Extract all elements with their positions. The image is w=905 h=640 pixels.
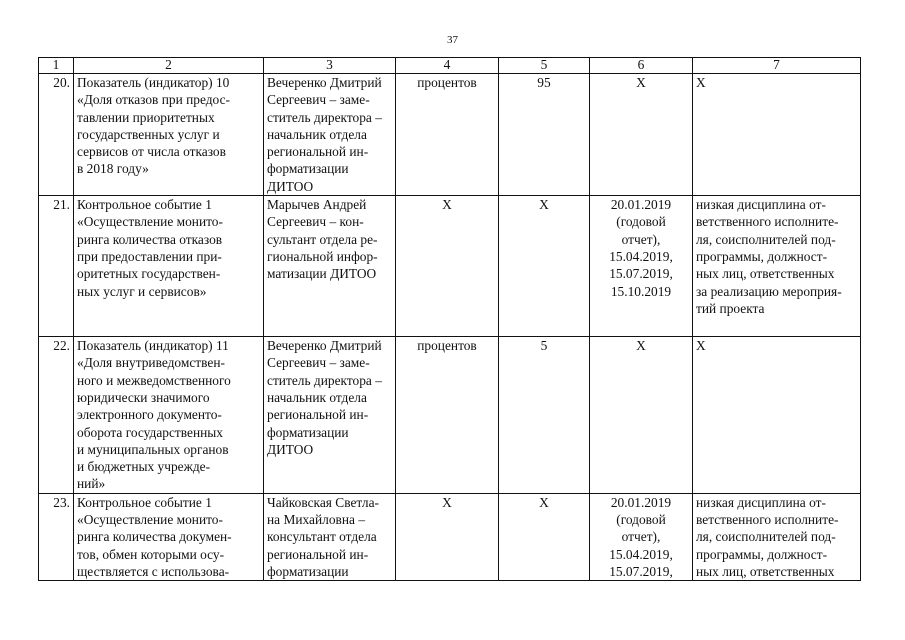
responsible-person: Марычев Андрей Сергеевич – кон- сультант отдела ре- гиональной инфор- матизации ДИТОО bbox=[264, 196, 396, 337]
item-name: Показатель (индикатор) 11 «Доля внутриведомствен- ного и межведомственного юридически значимого электронного документо- оборота государственных и муниципальных органов и бюджетных учрежде- ний» bbox=[74, 337, 264, 494]
row-number: 20. bbox=[39, 74, 74, 196]
table-row bbox=[39, 337, 861, 494]
table-header-row bbox=[39, 58, 861, 74]
note-cell: низкая дисциплина от- ветственного исполните- ля, соисполнителей под- программы, должност- ных лиц, ответственных bbox=[693, 493, 861, 580]
header-cell: 1 bbox=[39, 58, 74, 74]
value-cell: 95 bbox=[499, 74, 590, 196]
table-row bbox=[39, 196, 861, 337]
header-cell: 5 bbox=[499, 58, 590, 74]
row-number: 21. bbox=[39, 196, 74, 337]
row-number: 22. bbox=[39, 337, 74, 494]
header-cell: 2 bbox=[74, 58, 264, 74]
item-name: Контрольное событие 1 «Осуществление монито- ринга количества отказов при предоставлении при- оритетных государствен- ных услуг и сервисов» bbox=[74, 196, 264, 337]
table-row bbox=[39, 74, 861, 196]
date-cell: 20.01.2019 (годовой отчет), 15.04.2019, 15.07.2019, 15.10.2019 bbox=[590, 196, 693, 337]
page-number: 37 bbox=[447, 34, 458, 46]
date-cell: X bbox=[590, 74, 693, 196]
value-cell: X bbox=[499, 493, 590, 580]
header-cell: 4 bbox=[396, 58, 499, 74]
item-name: Показатель (индикатор) 10 «Доля отказов при предос- тавлении приоритетных государственных услуг и сервисов от числа отказов в 2018 году» bbox=[74, 74, 264, 196]
note-cell: X bbox=[693, 337, 861, 494]
unit-cell: процентов bbox=[396, 337, 499, 494]
responsible-person: Вечеренко Дмитрий Сергеевич – заме- ститель директора – начальник отдела региональной ин- форматизации ДИТОО bbox=[264, 74, 396, 196]
document-table bbox=[38, 57, 861, 581]
item-name: Контрольное событие 1 «Осуществление монито- ринга количества докумен- тов, обмен которыми осу- ществляется с использова- bbox=[74, 493, 264, 580]
row-number: 23. bbox=[39, 493, 74, 580]
responsible-person: Чайковская Светла- на Михайловна – консультант отдела региональной ин- форматизации bbox=[264, 493, 396, 580]
value-cell: X bbox=[499, 196, 590, 337]
table-row bbox=[39, 493, 861, 580]
note-cell: низкая дисциплина от- ветственного исполните- ля, соисполнителей под- программы, должност- ных лиц, ответственных за реализацию мероприя- тий проекта bbox=[693, 196, 861, 337]
header-cell: 6 bbox=[590, 58, 693, 74]
date-cell: X bbox=[590, 337, 693, 494]
value-cell: 5 bbox=[499, 337, 590, 494]
note-cell: X bbox=[693, 74, 861, 196]
responsible-person: Вечеренко Дмитрий Сергеевич – заме- ститель директора – начальник отдела региональной ин- форматизации ДИТОО bbox=[264, 337, 396, 494]
unit-cell: X bbox=[396, 493, 499, 580]
date-cell: 20.01.2019 (годовой отчет), 15.04.2019, 15.07.2019, bbox=[590, 493, 693, 580]
unit-cell: X bbox=[396, 196, 499, 337]
header-cell: 7 bbox=[693, 58, 861, 74]
header-cell: 3 bbox=[264, 58, 396, 74]
unit-cell: процентов bbox=[396, 74, 499, 196]
